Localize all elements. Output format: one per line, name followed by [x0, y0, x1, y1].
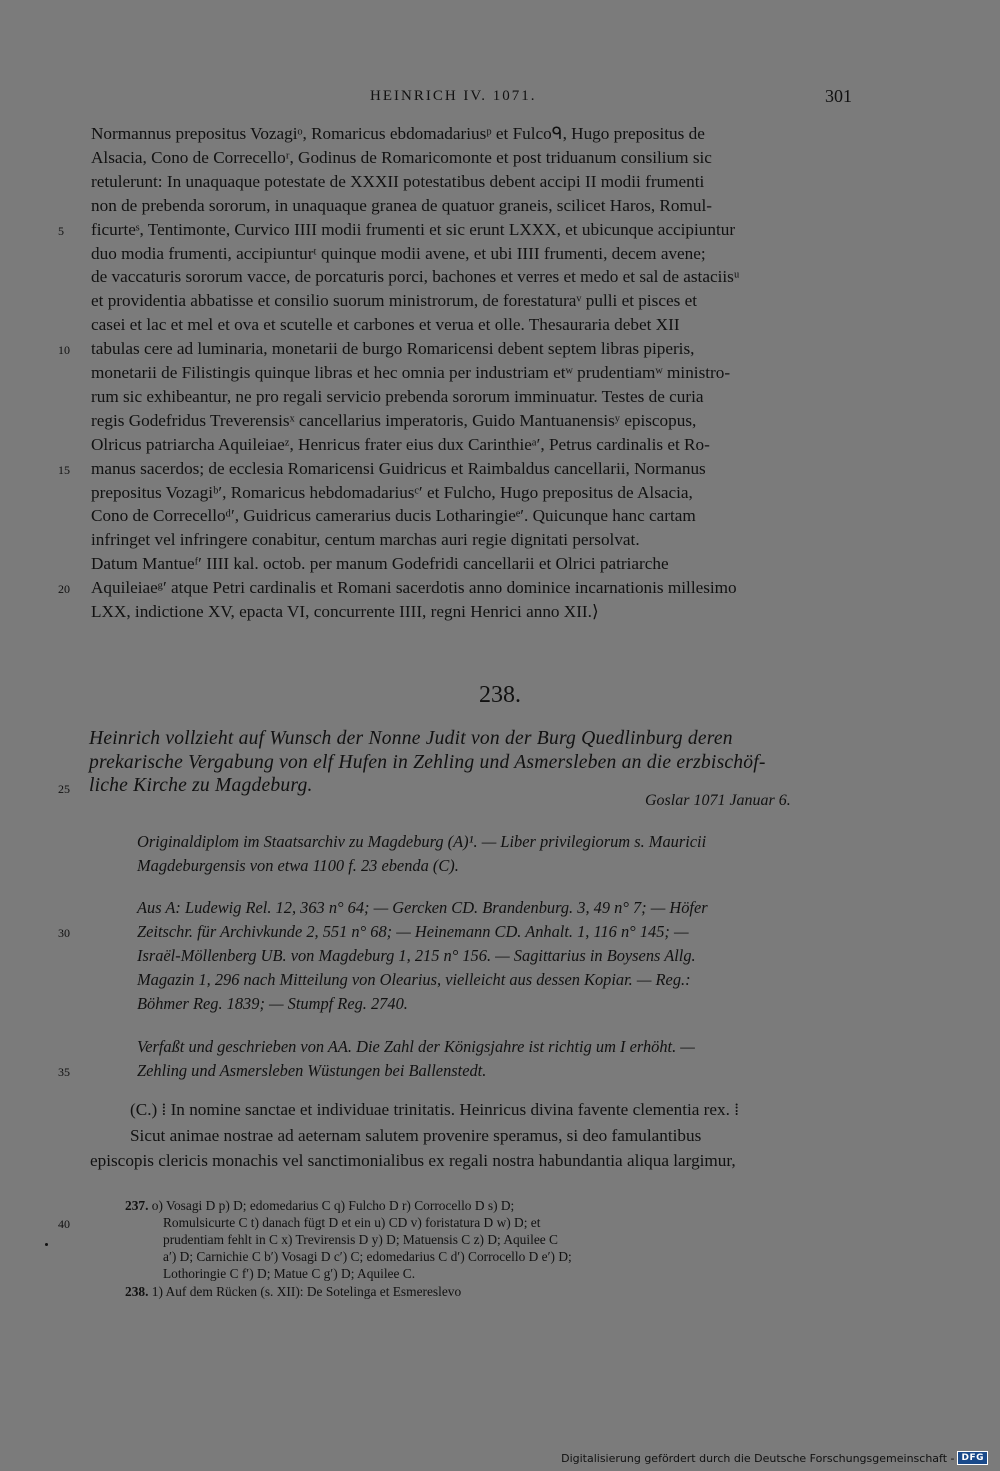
credit-text: Digitalisierung gefördert durch die Deutsche Forschungsgemeinschaft - — [561, 1451, 955, 1465]
footnote-doc-label: 238. — [125, 1284, 149, 1299]
main-text-line: Datum Mantueᶠ′ IIII kal. octob. per manum Godefridi cancellarii et Olrici patriarche — [91, 554, 669, 574]
line-number: 30 — [58, 926, 70, 940]
note-line: Verfaßt und geschrieben von AA. Die Zahl der Königsjahre ist richtig um I erhöht. — — [137, 1037, 695, 1056]
main-text-line: Olricus patriarcha Aquileiaeᶻ, Henricus frater eius dux Carinthieᵃ′, Petrus cardinalis et Ro- — [91, 434, 710, 454]
document-number: 238. — [479, 682, 521, 708]
footnote-doc-label: 237. — [125, 1198, 149, 1213]
dateline: Goslar 1071 Januar 6. — [645, 792, 791, 809]
charter-line: (C.) ⁞ In nomine sanctae et individuae trinitatis. Heinricus divina favente clementia rex. ⁞ — [130, 1100, 739, 1119]
main-text-line: Aquileiaeᵍ′ atque Petri cardinalis et Romani sacerdotis anno dominice incarnationis millesimo — [91, 578, 737, 598]
footnote-text: a′) D; Carnichie C b′) Vosagi D c′) C; edomedarius C d′) Corrocello D e′) D; — [163, 1249, 572, 1264]
line-number: 20 — [58, 582, 70, 597]
footnote-text: prudentiam fehlt in C x) Trevirensis D y) D; Matuensis C z) D; Aquilee C — [163, 1232, 558, 1247]
line-number: 15 — [58, 462, 70, 477]
digitization-credit — [561, 1451, 988, 1465]
main-text-line: de vaccaturis sororum vacce, de porcaturis porci, bachones et verres et medo et sal de astaciisᵘ — [91, 267, 740, 287]
dfg-logo: DFG — [957, 1451, 988, 1465]
note-line: Magdeburgensis von etwa 1100 f. 23 ebenda (C). — [137, 856, 459, 875]
charter-line: episcopis clericis monachis vel sanctimonialibus ex regali nostra habundantia aliqua largimur, — [90, 1151, 736, 1170]
main-text-line: manus sacerdos; de ecclesia Romaricensi Guidricus et Raimbaldus cancellarii, Normanus — [91, 458, 706, 478]
note-line: Israël-Möllenberg UB. von Magdeburg 1, 215 n° 156. — Sagittarius in Boysens Allg. — [137, 946, 696, 965]
main-text-line: prepositus Vozagiᵇ′, Romaricus hebdomadariusᶜ′ et Fulcho, Hugo prepositus de Alsacia, — [91, 482, 693, 502]
main-text-line: tabulas cere ad luminaria, monetarii de burgo Romaricensi debent septem libras piperis, — [91, 339, 695, 359]
summary-line: prekarische Vergabung von elf Hufen in Zehling und Asmersleben an die erzbischöf- — [89, 751, 766, 773]
note-line: Zehling und Asmersleben Wüstungen bei Ballenstedt. — [137, 1061, 487, 1080]
note-line: Magazin 1, 296 nach Mitteilung von Olearius, vielleicht aus dessen Kopiar. — Reg.: — [137, 970, 691, 989]
line-number: 35 — [58, 1065, 70, 1079]
note-line: Aus A: Ludewig Rel. 12, 363 n° 64; — Gercken CD. Brandenburg. 3, 49 n° 7; — Höfer — [137, 898, 708, 917]
main-text-line: Normannus prepositus Vozagiᵒ, Romaricus ebdomadariusᵖ et Fulcoᑫ, Hugo prepositus de — [91, 124, 705, 143]
note-line: Böhmer Reg. 1839; — Stumpf Reg. 2740. — [137, 994, 408, 1013]
footnote-line — [163, 1232, 558, 1248]
line-number: 25 — [58, 782, 70, 796]
note-line: Zeitschr. für Archivkunde 2, 551 n° 68; — Heinemann CD. Anhalt. 1, 116 n° 145; — — [137, 922, 689, 941]
main-text-line: rum sic exhibeantur, ne pro regali servicio prebenda sororum imminuatur. Testes de curia — [91, 386, 704, 406]
main-text-line: infringet vel infringere conabitur, centum marchas auri regie dignitati persolvat. — [91, 530, 640, 550]
footnote-text: Romulsicurte C t) danach fügt D et ein u) CD v) foristatura D w) D; et — [163, 1215, 541, 1230]
footnote-text: o) Vosagi D p) D; edomedarius C q) Fulcho D r) Corrocello D s) D; — [148, 1198, 515, 1213]
main-text-line: casei et lac et mel et ova et scutelle et carbones et verua et olle. Thesauraria debet XII — [91, 315, 680, 335]
footnote-text: Lothoringie C f′) D; Matue C g′) D; Aquilee C. — [163, 1266, 416, 1281]
page-number: 301 — [825, 86, 852, 106]
main-text-line: et providentia abbatisse et consilio suorum ministrorum, de forestaturaᵛ pulli et pisces et — [91, 291, 697, 311]
footnote-line — [163, 1266, 415, 1282]
footnote-line — [163, 1215, 540, 1231]
note-line: Originaldiplom im Staatsarchiv zu Magdeburg (A)¹. — Liber privilegiorum s. Mauricii — [137, 832, 707, 851]
footnote-line — [125, 1284, 461, 1300]
main-text-line: monetarii de Filistingis quinque libras et hec omnia per industriam etʷ prudentiamʷ ministro- — [91, 363, 731, 382]
main-text-line: Cono de Correcelloᵈ′, Guidricus camerarius ducis Lotharingieᵉ′. Quicunque hanc cartam — [91, 506, 696, 526]
main-text-line: ficurteˢ, Tentimonte, Curvico IIII modii frumenti et sic erunt LXXX, et ubicunque accipiuntur — [91, 219, 736, 239]
line-number: 10 — [58, 343, 70, 358]
charter-line: Sicut animae nostrae ad aeternam salutem provenire speramus, si deo famulantibus — [130, 1126, 702, 1145]
main-text-line: LXX, indictione XV, epacta VI, concurrente IIII, regni Henrici anno XII.⟩ — [91, 602, 599, 621]
summary-line: liche Kirche zu Magdeburg. — [89, 775, 313, 796]
main-text-line: Alsacia, Cono de Correcelloʳ, Godinus de Romaricomonte et post triduanum consilium sic — [91, 147, 712, 167]
footnote-text: 1) Auf dem Rücken (s. XII): De Sotelinga et Esmereslevo — [148, 1284, 462, 1299]
summary-line: Heinrich vollzieht auf Wunsch der Nonne Judit von der Burg Quedlinburg deren — [89, 728, 733, 749]
main-text-line: retulerunt: In unaquaque potestate de XXXII potestatibus debent accipi II modii frumenti — [91, 171, 705, 191]
page-header — [90, 88, 854, 110]
footnote-line — [163, 1249, 572, 1265]
main-text-line: regis Godefridus Treverensisˣ cancellarius imperatoris, Guido Mantuanensisʸ episcopus, — [91, 410, 697, 430]
main-text-line: duo modia frumenti, accipiunturᵗ quinque modii avene, et ubi IIII frumenti, decem avene; — [91, 243, 706, 263]
line-number: 40 — [58, 1217, 70, 1231]
line-number: 5 — [58, 223, 64, 238]
running-head: HEINRICH IV. 1071. — [370, 88, 537, 104]
footnote-line — [125, 1198, 514, 1214]
margin-dot — [45, 1243, 48, 1246]
main-text-line: non de prebenda sororum, in unaquaque granea de quatuor graneis, scilicet Haros, Romul- — [91, 195, 712, 215]
